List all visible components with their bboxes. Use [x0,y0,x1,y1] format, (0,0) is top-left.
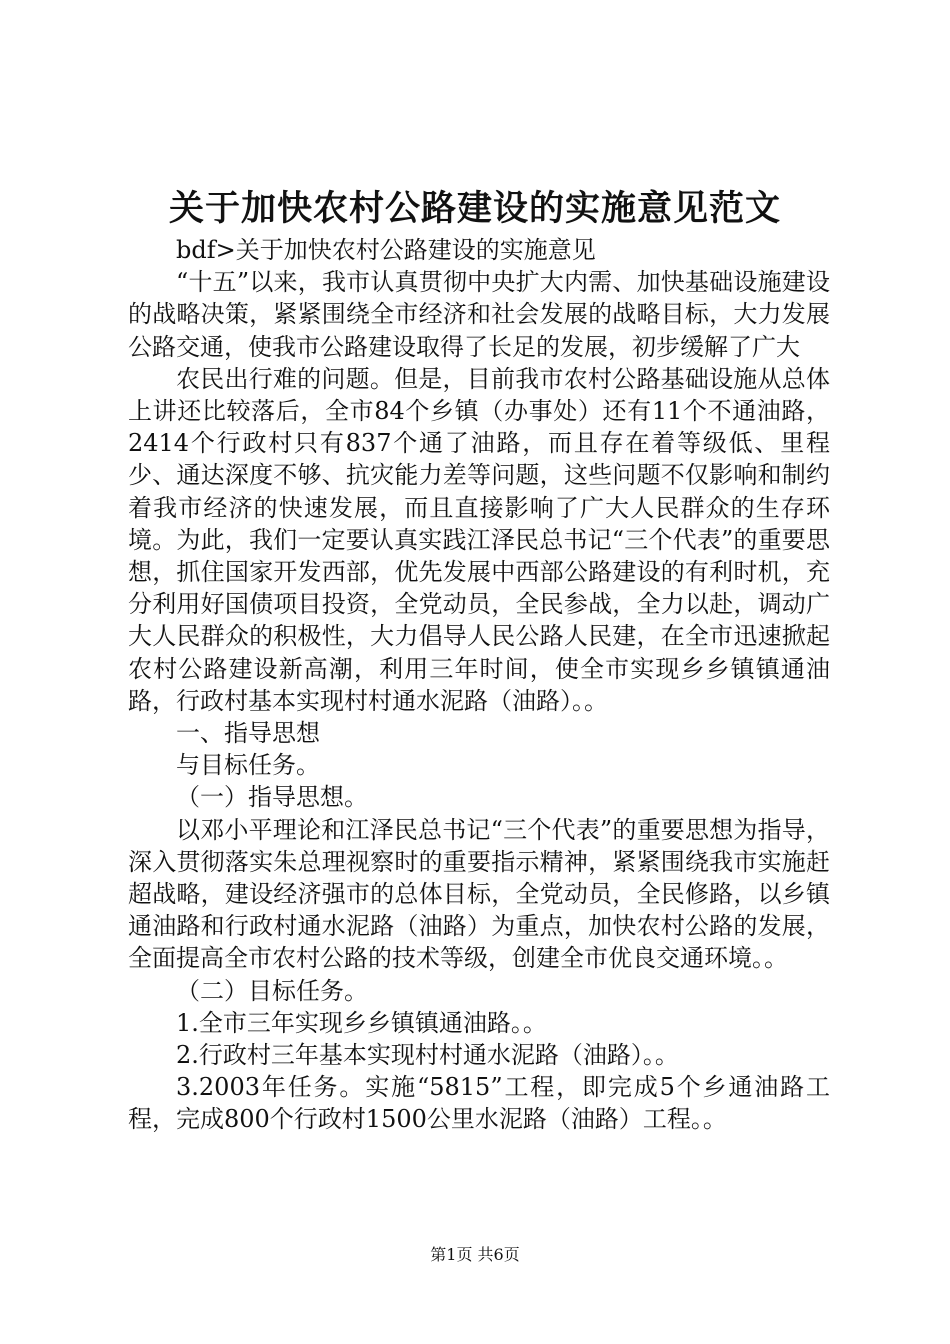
document-body [128,234,830,1136]
paragraph-intro: “十五”以来，我市认真贯彻中央扩大内需、加快基础设施建设的战略决策，紧紧围绕全市经济和社会发展的战略目标，大力发展公路交通，使我市公路建设取得了长足的发展，初步缓解了广大 [128,268,830,361]
heading-goals: 与目标任务。 [176,751,320,780]
list-item-goal-3: 3.2003年任务。实施“5815”工程，即完成5个乡通油路工程，完成800个行政村1500公里水泥路（油路）工程。。 [128,1073,830,1134]
paragraph-subtitle: bdf>关于加快农村公路建设的实施意见 [176,236,596,264]
subheading-guiding-thought: （一）指导思想。 [176,783,368,812]
page-number: 第1页 共6页 [430,1245,520,1264]
list-item-goal-1: 1.全市三年实现乡乡镇镇通油路。。 [176,1008,547,1037]
heading-guiding-thought: 一、指导思想 [176,719,320,748]
list-item-goal-2: 2.行政村三年基本实现村村通水泥路（油路）。。 [176,1041,679,1070]
paragraph-problem: 农民出行难的问题。但是，目前我市农村公路基础设施从总体上讲还比较落后，全市84个乡镇（办事处）还有11个不通油路，2414个行政村只有837个通了油路，而且存在着等级低、里程少、通达深度不够、抗灾能力差等问题，这些问题不仅影响和制约着我市经济的快速发展，而且直接影响了广大人民群众的生存环境。为此，我们一定要认真实践江泽民总书记“三个代表”的重要思想，抓住国家开发西部，优先发展中西部公路建设的有利时机，充分利用好国债项目投资，全党动员，全民参战，全力以赴，调动广大人民群众的积极性，大力倡导人民公路人民建，在全市迅速掀起农村公路建设新高潮，利用三年时间，使全市实现乡乡镇镇通油路，行政村基本实现村村通水泥路（油路）。。 [128,364,830,715]
subheading-goals: （二）目标任务。 [176,976,368,1005]
paragraph-guiding-thought: 以邓小平理论和江泽民总书记“三个代表”的重要思想为指导，深入贯彻落实朱总理视察时的重要指示精神，紧紧围绕我市实施赶超战略，建设经济强市的总体目标，全党动员，全民修路，以乡镇通油路和行政村通水泥路（油路）为重点，加快农村公路的发展，全面提高全市农村公路的技术等级，创建全市优良交通环境。。 [128,815,830,973]
document-title: 关于加快农村公路建设的实施意见范文 [168,188,781,229]
